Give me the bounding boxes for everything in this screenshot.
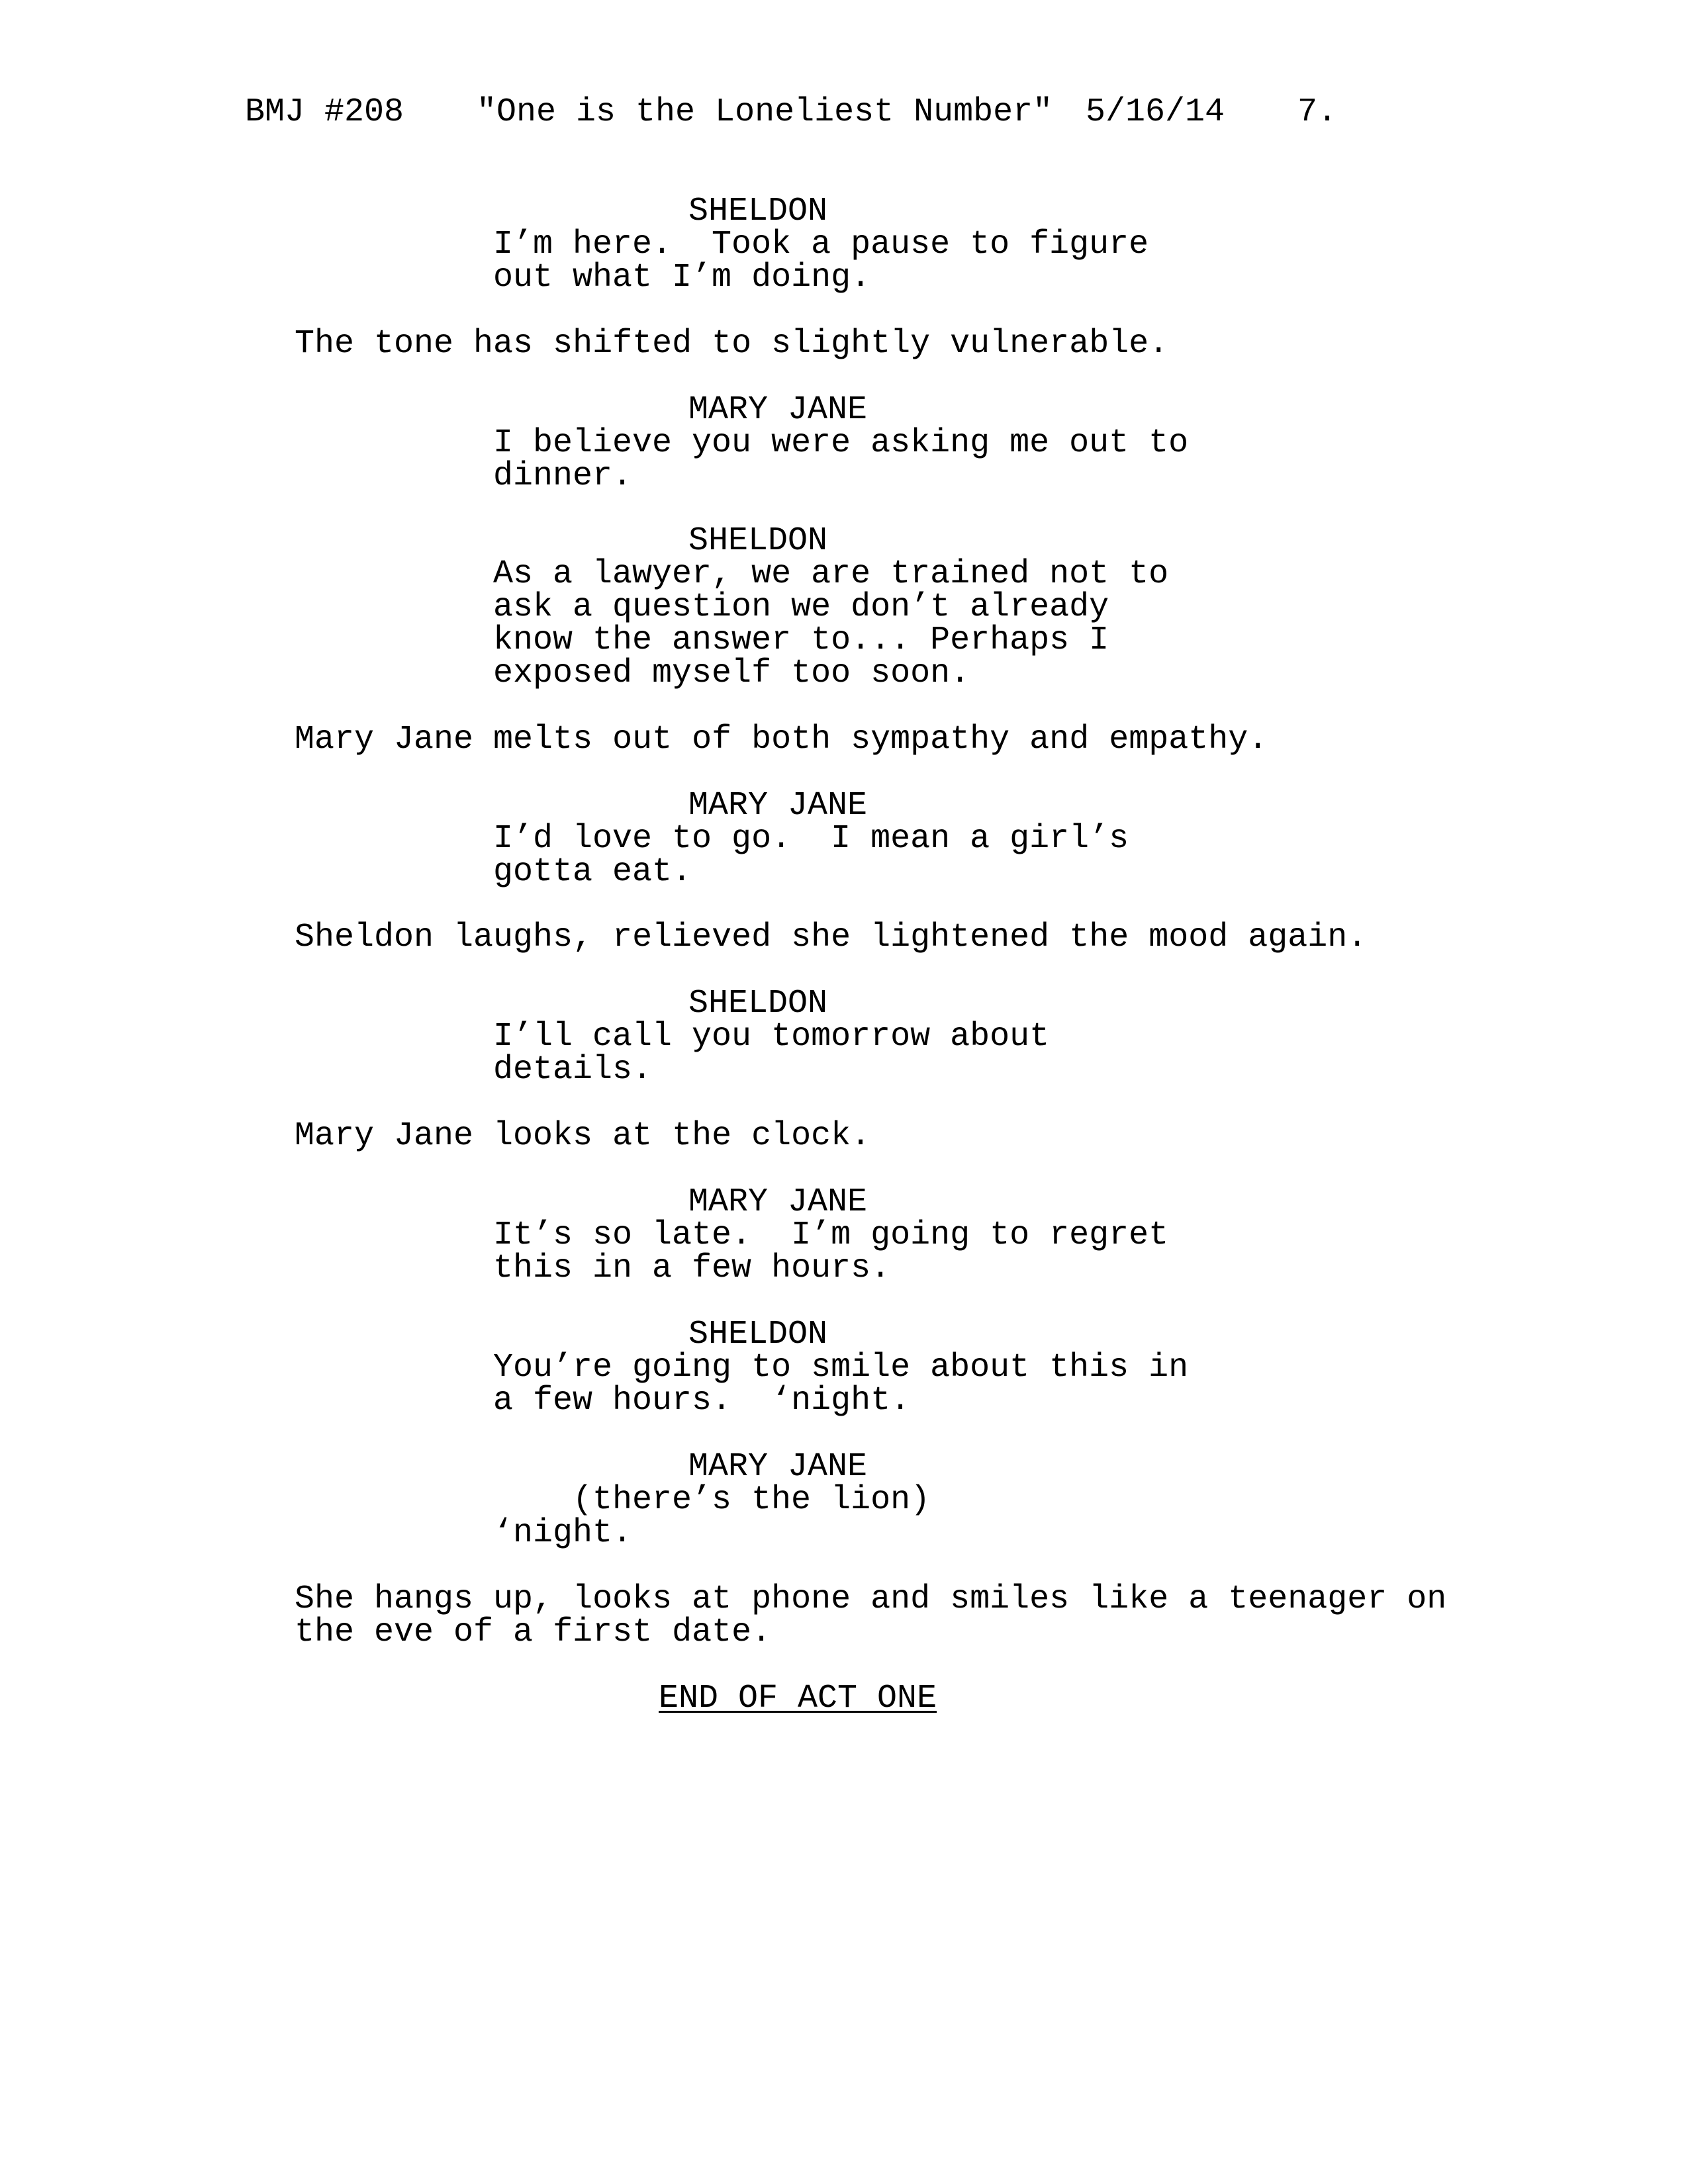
dialogue-line: gotta eat. — [493, 853, 692, 891]
action-line: Sheldon laughs, relieved she lightened the mood again. — [295, 919, 1368, 956]
action-line: the eve of a first date. — [295, 1614, 772, 1651]
character-name: SHELDON — [688, 985, 828, 1023]
dialogue-line: I’d love to go. I mean a girl’s — [493, 820, 1129, 858]
character-name: SHELDON — [688, 522, 828, 560]
dialogue-line: ask a question we don’t already — [493, 588, 1109, 626]
show-code: BMJ #208 — [245, 93, 404, 131]
page-number: 7. — [1297, 93, 1338, 131]
dialogue-line: You’re going to smile about this in — [493, 1349, 1189, 1387]
character-name: MARY JANE — [688, 787, 868, 825]
dialogue-line: I believe you were asking me out to — [493, 424, 1189, 462]
action-line: Mary Jane looks at the clock. — [295, 1117, 871, 1155]
dialogue-line: ‘night. — [493, 1514, 633, 1552]
character-name: MARY JANE — [688, 1183, 868, 1221]
dialogue-line: It’s so late. I’m going to regret — [493, 1216, 1169, 1254]
action-line: The tone has shifted to slightly vulnerable. — [295, 325, 1169, 363]
dialogue-line: I’ll call you tomorrow about — [493, 1018, 1050, 1056]
dialogue-line: a few hours. ‘night. — [493, 1382, 911, 1420]
action-line: She hangs up, looks at phone and smiles like a teenager on — [295, 1580, 1447, 1618]
action-line: Mary Jane melts out of both sympathy and empathy. — [295, 721, 1268, 758]
dialogue-line: out what I’m doing. — [493, 259, 871, 296]
dialogue-line: dinner. — [493, 457, 633, 495]
character-name: MARY JANE — [688, 391, 868, 429]
parenthetical: (there’s the lion) — [573, 1481, 931, 1519]
draft-date: 5/16/14 — [1086, 93, 1225, 131]
dialogue-line: As a lawyer, we are trained not to — [493, 555, 1169, 593]
dialogue-line: details. — [493, 1051, 653, 1089]
dialogue-line: exposed myself too soon. — [493, 655, 970, 692]
character-name: SHELDON — [688, 1316, 828, 1353]
episode-title: "One is the Loneliest Number" — [477, 93, 1053, 131]
act-end-transition: END OF ACT ONE — [659, 1680, 937, 1717]
dialogue-line: know the answer to... Perhaps I — [493, 621, 1109, 659]
dialogue-line: I’m here. Took a pause to figure — [493, 226, 1149, 263]
dialogue-line: this in a few hours. — [493, 1250, 891, 1287]
character-name: SHELDON — [688, 193, 828, 230]
character-name: MARY JANE — [688, 1448, 868, 1486]
